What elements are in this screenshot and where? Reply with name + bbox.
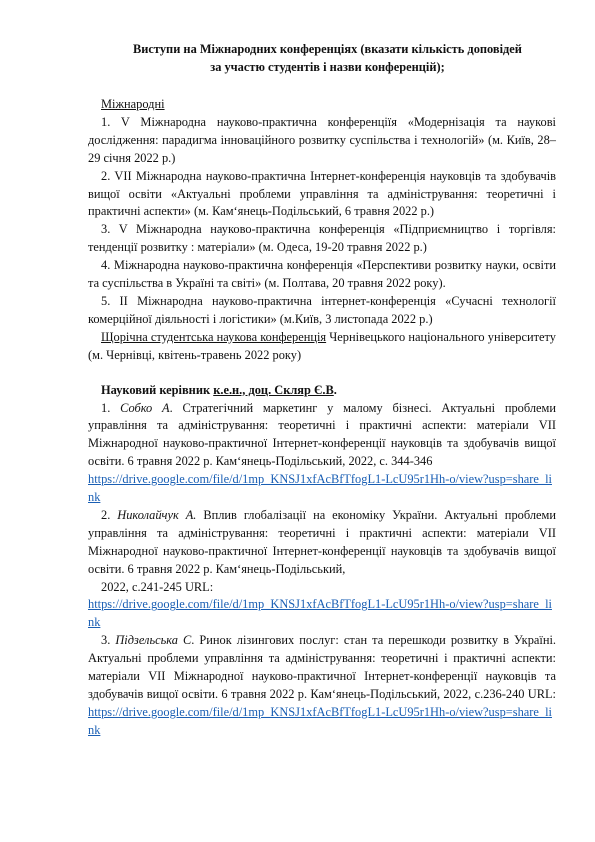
supervisor-line <box>88 382 556 400</box>
conference-item-4: 4. Міжнародна науково-практична конференція «Перспективи розвитку науки, освіти та суспільства в Україні та світі» (м. Полтава, 20 травня 2022 року). <box>88 258 556 291</box>
publication-2-link[interactable]: https://drive.google.com/file/d/1mp_KNSJ1xfAcBfTfogL1-LcU95r1Hh-o/view?usp=share_link <box>88 597 552 630</box>
international-label-text: Міжнародні <box>101 97 165 111</box>
publication-2 <box>88 507 556 579</box>
publication-1-link[interactable]: https://drive.google.com/file/d/1mp_KNSJ1xfAcBfTfogL1-LcU95r1Hh-o/view?usp=share_link <box>88 472 552 505</box>
supervisor-name: к.е.н., доц. Скляр Є.В <box>213 382 334 397</box>
conference-item-2: 2. VII Міжнародна науково-практична Інтернет-конференція науковців та здобувачів вищої освіти «Актуальні проблеми управління та адміністрування: теоретичні і практичні аспекти» (м. Кам‘янець-Подільський, 6 травня 2022 р.) <box>88 168 556 219</box>
conference-item-5: 5. ІІ Міжнародна науково-практична інтернет-конференція «Сучасні технології комерційної діяльності і логістики» (м.Київ, 3 листопада 2022 р.) <box>88 293 556 326</box>
supervisor-dot: . <box>333 382 337 397</box>
publication-3 <box>88 632 556 704</box>
heading-line-1: Виступи на Міжнародних конференціях (вказати кількість доповідей <box>133 42 522 56</box>
conference-item-1: 1. V Міжнародна науково-практична конференціїя «Модернізація та наукові дослідження: парадигма інноваційного розвитку суспільства і технологій» (м. Київ, 28–29 січня 2022 р.) <box>88 114 556 165</box>
publication-text: . Ринок лізингових послуг: стан та перешкоди розвитку в Україні. Актуальні проблеми управління та адміністрування: теоретичні і практичні аспекти: матеріали VII Міжнародної науково-практичної Інтернет-конференції науковців та здобувачів вищої освіти. 6 травня 2022 р. Кам‘янець-Подільський, 2022, с.236-240 URL: <box>88 633 557 701</box>
publication-1 <box>88 400 556 472</box>
publication-number: 2. <box>101 507 118 522</box>
annual-conference <box>88 329 556 365</box>
publication-text: Вплив глобалізації на економіку України. Актуальні проблеми управління та адміністрування: теоретичні і практичні аспекти: матеріали VII Міжнародної науково-практичної Інтернет-конференції науковців та здобувачів вищої освіти. 6 травня 2022 р. Кам‘янець-Подільський, <box>88 507 556 576</box>
publication-author: Собко А <box>120 400 170 415</box>
heading-line-2: за участю студентів і назви конференцій); <box>210 60 445 74</box>
publication-2-pages: 2022, с.241-245 URL: <box>101 579 214 594</box>
conference-item-3: 3. V Міжнародна науково-практична конференція «Підприємництво і торгівля: тенденції розвитку : матеріали» (м. Одеса, 19-20 травня 2022 р.) <box>88 222 556 255</box>
publication-3-link[interactable]: https://drive.google.com/file/d/1mp_KNSJ1xfAcBfTfogL1-LcU95r1Hh-o/view?usp=share_link <box>88 704 552 737</box>
publication-author: Підзельська С <box>115 633 192 648</box>
publication-number: 3. <box>101 633 116 648</box>
publication-number: 1. <box>101 400 121 415</box>
document-body <box>88 96 556 740</box>
annual-conference-details: Чернівецького національного університету (м. Чернівці, квітень-травень 2022 року) <box>88 329 556 362</box>
section-heading <box>100 40 555 76</box>
international-label <box>88 96 556 114</box>
supervisor-label: Науковий керівник <box>101 382 214 397</box>
paragraph-spacer <box>88 365 556 382</box>
annual-conference-title: Щорічна студентська наукова конференція <box>101 329 327 344</box>
publication-author: Николайчук А. <box>117 507 197 522</box>
publication-text: . Стратегічний маркетинг у малому бізнесі. Актуальні проблеми управління та адміністрування: теоретичні і практичні аспекти: матеріали VII Міжнародної науково-практичної Інтернет-конференції науковців та здобувачів вищої освіти. 6 травня 2022 р. Кам‘янець-Подільський, 2022, с. 344-346 <box>88 400 556 469</box>
